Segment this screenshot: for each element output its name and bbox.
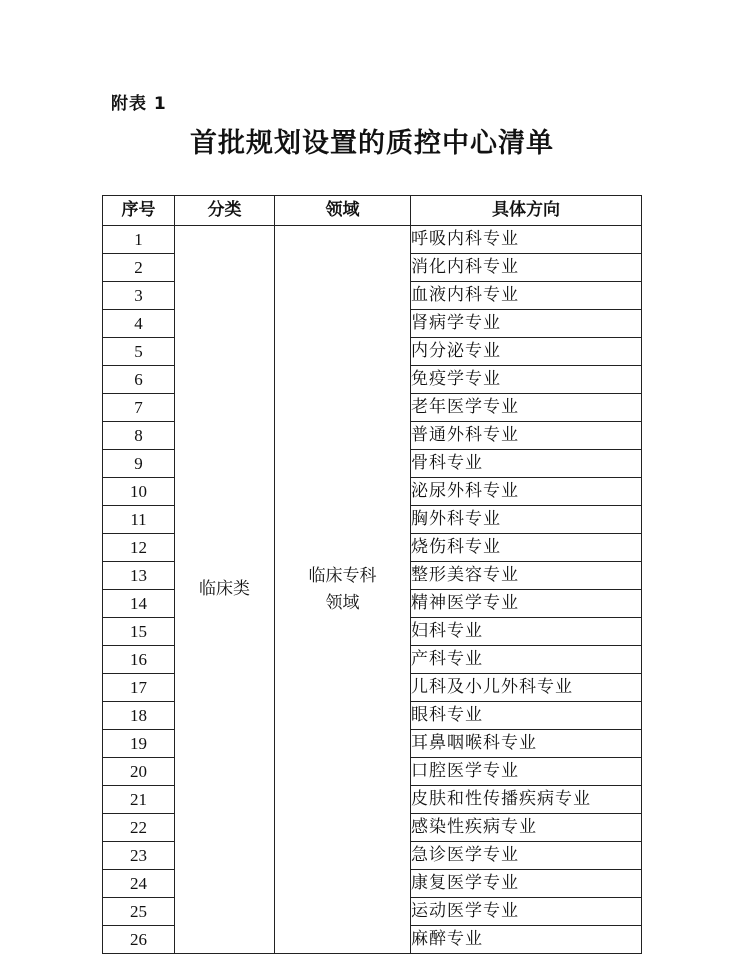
row-serial-number: 19	[103, 730, 175, 758]
row-serial-number: 5	[103, 338, 175, 366]
row-specific-direction: 麻醉专业	[411, 926, 642, 954]
row-specific-direction: 消化内科专业	[411, 254, 642, 282]
header-specific-direction: 具体方向	[411, 196, 642, 226]
row-specific-direction: 运动医学专业	[411, 898, 642, 926]
row-serial-number: 12	[103, 534, 175, 562]
row-specific-direction: 肾病学专业	[411, 310, 642, 338]
page-title: 首批规划设置的质控中心清单	[190, 128, 554, 159]
row-serial-number: 3	[103, 282, 175, 310]
quality-control-center-table	[102, 195, 642, 954]
row-serial-number: 13	[103, 562, 175, 590]
row-specific-direction: 妇科专业	[411, 618, 642, 646]
row-serial-number: 14	[103, 590, 175, 618]
attachment-label: 附表 1	[111, 94, 167, 114]
header-field: 领域	[275, 196, 411, 226]
row-specific-direction: 产科专业	[411, 646, 642, 674]
row-specific-direction: 免疫学专业	[411, 366, 642, 394]
row-specific-direction: 口腔医学专业	[411, 758, 642, 786]
row-serial-number: 26	[103, 926, 175, 954]
row-specific-direction: 内分泌专业	[411, 338, 642, 366]
row-specific-direction: 康复医学专业	[411, 870, 642, 898]
category-cell: 临床类	[175, 226, 275, 954]
row-specific-direction: 烧伤科专业	[411, 534, 642, 562]
row-specific-direction: 感染性疾病专业	[411, 814, 642, 842]
row-serial-number: 24	[103, 870, 175, 898]
row-serial-number: 8	[103, 422, 175, 450]
row-serial-number: 7	[103, 394, 175, 422]
row-serial-number: 16	[103, 646, 175, 674]
row-specific-direction: 老年医学专业	[411, 394, 642, 422]
row-serial-number: 2	[103, 254, 175, 282]
row-serial-number: 23	[103, 842, 175, 870]
row-serial-number: 22	[103, 814, 175, 842]
row-serial-number: 17	[103, 674, 175, 702]
row-serial-number: 11	[103, 506, 175, 534]
row-specific-direction: 普通外科专业	[411, 422, 642, 450]
row-serial-number: 1	[103, 226, 175, 254]
row-serial-number: 21	[103, 786, 175, 814]
row-specific-direction: 泌尿外科专业	[411, 478, 642, 506]
header-category: 分类	[175, 196, 275, 226]
row-specific-direction: 呼吸内科专业	[411, 226, 642, 254]
table-body	[103, 226, 642, 954]
row-specific-direction: 急诊医学专业	[411, 842, 642, 870]
table-row	[103, 226, 642, 254]
row-specific-direction: 精神医学专业	[411, 590, 642, 618]
row-serial-number: 9	[103, 450, 175, 478]
row-specific-direction: 骨科专业	[411, 450, 642, 478]
row-specific-direction: 耳鼻咽喉科专业	[411, 730, 642, 758]
field-line-1: 临床专科	[308, 565, 377, 586]
row-specific-direction: 整形美容专业	[411, 562, 642, 590]
row-serial-number: 18	[103, 702, 175, 730]
row-specific-direction: 儿科及小儿外科专业	[411, 674, 642, 702]
row-specific-direction: 眼科专业	[411, 702, 642, 730]
row-specific-direction: 胸外科专业	[411, 506, 642, 534]
row-serial-number: 20	[103, 758, 175, 786]
row-serial-number: 15	[103, 618, 175, 646]
row-specific-direction: 皮肤和性传播疾病专业	[411, 786, 642, 814]
table-header-row	[103, 196, 642, 226]
row-serial-number: 6	[103, 366, 175, 394]
row-serial-number: 4	[103, 310, 175, 338]
row-serial-number: 10	[103, 478, 175, 506]
field-cell	[275, 226, 411, 954]
row-serial-number: 25	[103, 898, 175, 926]
row-specific-direction: 血液内科专业	[411, 282, 642, 310]
field-line-2: 领域	[325, 592, 360, 613]
header-serial-number: 序号	[103, 196, 175, 226]
